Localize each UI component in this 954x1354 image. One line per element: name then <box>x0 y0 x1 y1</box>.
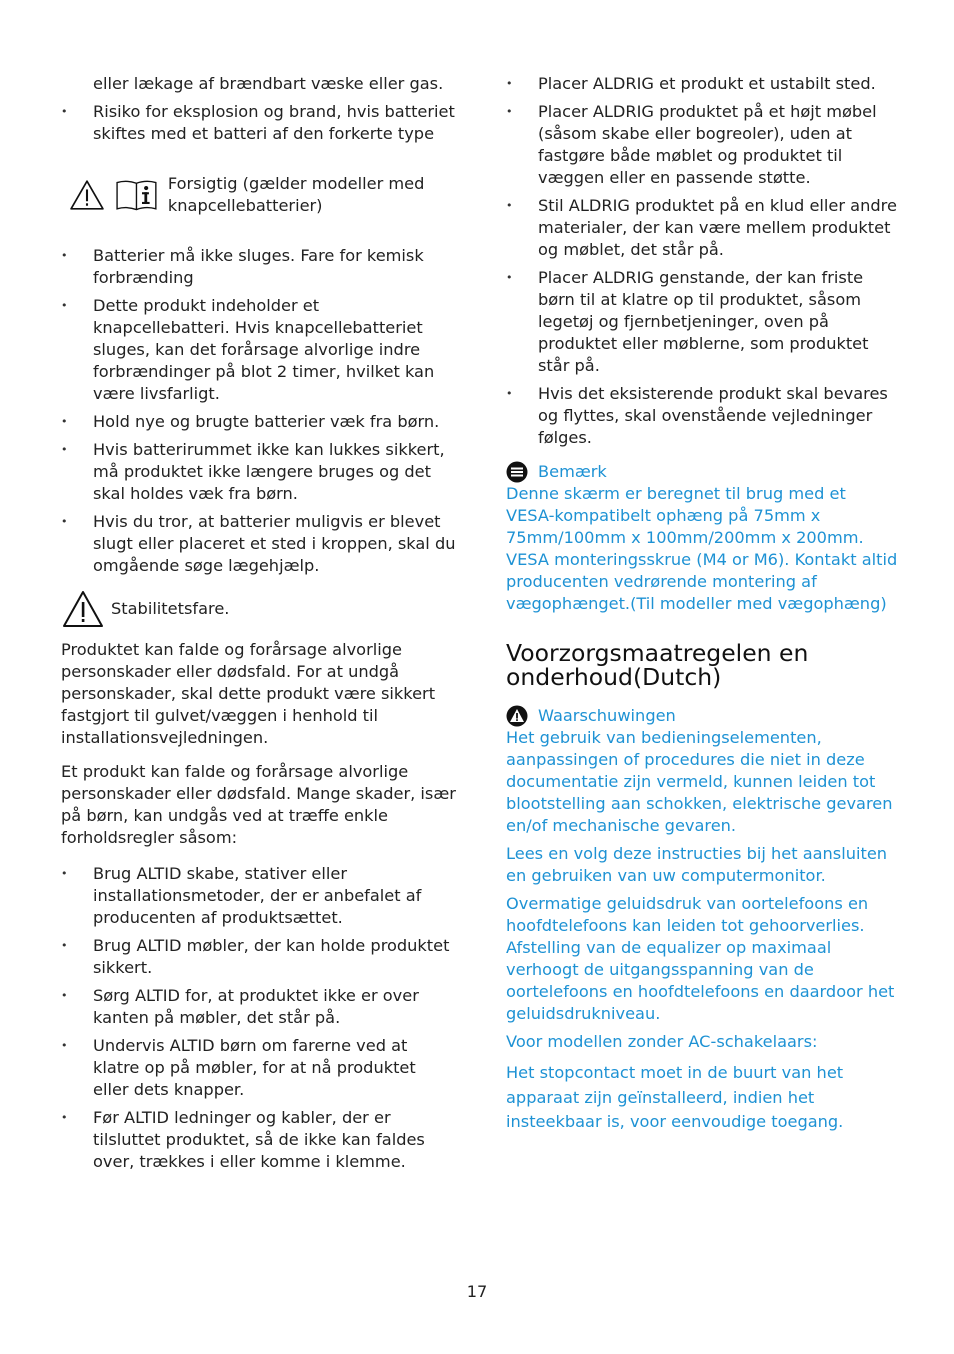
note-header <box>506 461 898 483</box>
list-item: • Placer ALDRIG genstande, der kan friste børn til at klatre op til produktet, såsom legetøj og fjernbetjeninger, oven på produktet eller møblerne, som produktet står på. <box>506 267 898 377</box>
dutch-paragraph: Voor modellen zonder AC-schakelaars: <box>506 1032 818 1051</box>
list-item: • Undervis ALTID børn om farerne ved at klatre op på møbler, for at nå produktet eller dets knapper. <box>61 1035 456 1101</box>
note-icon <box>506 461 528 483</box>
stability-title: Stabilitetsfare. <box>111 599 230 618</box>
warning-triangle-icon <box>69 172 105 218</box>
left-column <box>61 73 456 1179</box>
list-item: • Risiko for eksplosion og brand, hvis batteriet skiftes med et batteri af den forkerte type <box>61 101 456 145</box>
precautions-paragraph: Et produkt kan falde og forårsage alvorlige personskader eller dødsfald. Mange skader, især på børn, kan undgås ved at træffe enkle forholdsregler såsom: <box>61 762 456 847</box>
stability-paragraph: Produktet kan falde og forårsage alvorlige personskader eller dødsfald. For at undgå personskader, skal dette produkt være sikkert fastgjort til gulvet/væggen i henhold til installationsvejledningen. <box>61 640 436 747</box>
caution-notice <box>69 171 456 219</box>
list-item: • Før ALTID ledninger og kabler, der er tilsluttet produktet, så de ikke kan faldes over, trækkes i eller komme i klemme. <box>61 1107 456 1173</box>
list-item: • Hvis du tror, at batterier muligvis er blevet slugt eller placeret et sted i kroppen, skal du omgående søge lægehjælp. <box>61 511 456 577</box>
warning-header <box>506 705 898 727</box>
caution-title: Forsigtig (gælder modeller med knapcellebatterier) <box>167 174 425 215</box>
continuation-text: eller lækage af brændbart væske eller gas. <box>93 74 444 93</box>
section-heading: Voorzorgsmaatregelen en onderhoud(Dutch) <box>506 639 809 691</box>
right-column <box>506 73 898 1141</box>
list-item: • Hvis det eksisterende produkt skal bevares og flyttes, skal ovenstående vejledninger følges. <box>506 383 898 449</box>
dutch-paragraph: Het gebruik van bedieningselementen, aanpassingen of procedures die niet in deze documentatie zijn vermeld, kunnen leiden tot blootstelling aan schokken, elektrische gevaren en/of mechanische gevaren. <box>506 728 893 835</box>
warning-triangle-icon <box>61 589 105 629</box>
note-label: Bemærk <box>538 462 607 481</box>
list-item: • Sørg ALTID for, at produktet ikke er over kanten på møbler, det står på. <box>61 985 456 1029</box>
always-list <box>61 863 456 1173</box>
list-item: • Stil ALDRIG produktet på en klud eller andre materialer, der kan være mellem produktet og møblet, det står på. <box>506 195 898 261</box>
warning-label: Waarschuwingen <box>538 706 676 725</box>
list-item: • Brug ALTID møbler, der kan holde produktet sikkert. <box>61 935 456 979</box>
list-item: • Dette produkt indeholder et knapcellebatteri. Hvis knapcellebatteriet sluges, kan det forårsage alvorlige indre forbrændinger på blot 2 timer, hvilket kan være livsfarligt. <box>61 295 456 405</box>
warning-circle-icon <box>506 705 528 727</box>
list-item: • Hvis batterirummet ikke kan lukkes sikkert, må produktet ikke længere bruges og det skal holdes væk fra børn. <box>61 439 456 505</box>
never-list <box>506 73 898 449</box>
read-manual-info-icon <box>115 171 158 219</box>
dutch-paragraph: Overmatige geluidsdruk van oortelefoons en hoofdtelefoons kan leiden tot gehoorverlies. Afstelling van de equalizer op maximaal verhoogt de uitgangsspanning van de oortelefoons en hoofdtelefoons en daardoor het geluidsdrukniveau. <box>506 894 895 1023</box>
button-cell-list <box>61 245 456 577</box>
note-text: Denne skærm er beregnet til brug med et VESA-kompatibelt ophæng på 75mm x 75mm/100mm x 100mm/200mm x 200mm. VESA monteringsskrue (M4 or M6). Kontakt altid producenten vedrørende montering af vægophænget.(Til modeller med vægophæng) <box>506 484 898 613</box>
battery-risk-list <box>61 101 456 145</box>
list-item: • Placer ALDRIG et produkt et ustabilt sted. <box>506 73 898 95</box>
list-item: • Hold nye og brugte batterier væk fra børn. <box>61 411 456 433</box>
list-item: • Brug ALTID skabe, stativer eller installationsmetoder, der er anbefalet af producenten af produktsættet. <box>61 863 456 929</box>
list-item: • Placer ALDRIG produktet på et højt møbel (såsom skabe eller bogreoler), uden at fastgøre både møblet og produktet til væggen eller en passende støtte. <box>506 101 898 189</box>
dutch-paragraph: Lees en volg deze instructies bij het aansluiten en gebruiken van uw computermonitor. <box>506 844 888 885</box>
dutch-paragraph: Het stopcontact moet in de buurt van het apparaat zijn geïnstalleerd, indien het insteekbaar is, voor eenvoudige toegang. <box>506 1063 844 1131</box>
page-number: 17 <box>466 1282 488 1301</box>
stability-notice <box>61 589 456 629</box>
list-item: • Batterier må ikke sluges. Fare for kemisk forbrænding <box>61 245 456 289</box>
